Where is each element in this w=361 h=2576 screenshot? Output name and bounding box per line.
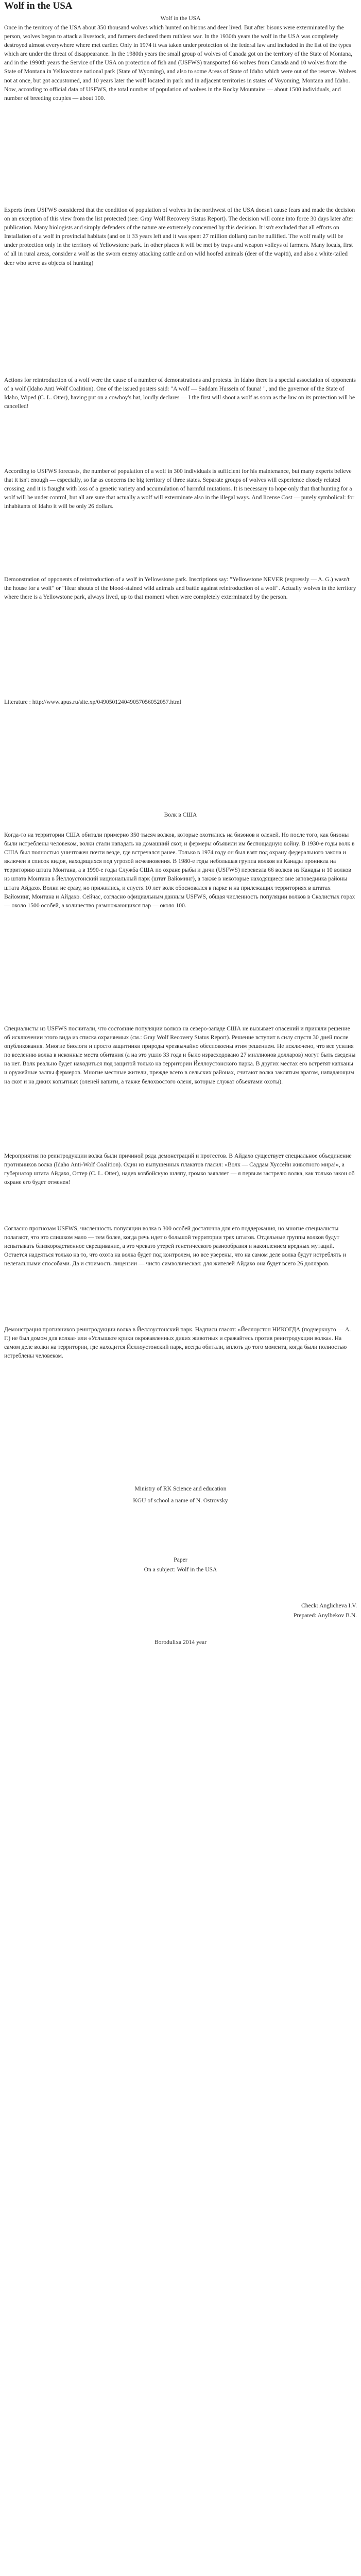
ministry-line: Ministry of RK Science and education	[134, 1485, 227, 1492]
russian-heading: Волк в США	[164, 811, 197, 818]
russian-paragraph-2: Специалисты из USFWS посчитали, что состояние популяции волков на северо-западе США не вызывает опасений и приняли решение об исключении этого вида из списка охраняемых (см.: Gray Wolf Recovery Status Report). Решение вступит в силу спустя 30 дней после опубликования. Многие биологи и просто защитники природы чрезвычайно обеспокоены этим решением. Не исключено, что все усилия по вселению волка в исконные места обитания (а на это ушло 33 года и было израсходовано 27 миллионов долларов) могут быть сведены на нет. Волк реально будет находиться под защитой только на территории Йеллоустонского парка. В других местах его встретят капканы и оружейные залпы фермеров. Многие местные жители, прежде всего в сельских районах, считают волка заклятым врагом, нападающим на скот и на диких копытных (оленей вапити, а также белохвостого оленя, которые служат объектами охоты).	[4, 1025, 356, 1085]
english-paragraph-2: Experts from USFWS considered that the condition of population of wolves in the northwest of the USA doesn't cause fears and made the decision on an exception of this view from the list protected (see: Gray Wolf Recovery Status Report). The decision will come into force 30 days later after publication. Many biologists and simply defenders of the nature are extremely concerned by this decision. It isn't excluded that all efforts on Installation of a wolf in provincial habitats (and on it 33 years left and it was spent 27 million dollars) can be nullified. The wolf really will be under protection only in the territory of Yellowstone park. In other places it will be met by traps and weapon volleys of farmers. Many locals, first of all in rural areas, consider a wolf as the sworn enemy attacking cattle and on wild hoofed animals (deer of the wapiti), and also a white-tailed deer who serve as objects of hunting)	[4, 207, 355, 266]
city-year: Borodulixa 2014 year	[154, 1639, 207, 1646]
page-title: Wolf in the USA	[4, 1, 73, 11]
paper-label: Paper	[174, 1556, 187, 1563]
university-line: KGU of school a name of N. Ostrovsky	[133, 1497, 228, 1504]
checked-by: Check: Anglicheva I.V.	[301, 1602, 357, 1609]
russian-paragraph-1: Когда-то на территории США обитали примерно 350 тысяч волков, которые охотились на бизонов и оленей. Но после того, как бизоны были истреблены человеком, волки стали нападать на домашний скот, и фермеры объявили им беспощадную войну. В 1930-е годы волк в США был полностью уничтожен почти везде, где встречался ранее. Только в 1974 году он был взят под охрану федерального закона и включен в список видов, находящихся под угрозой исчезновения. В 1980-е годы небольшая группа волков из Канады проникла на территорию штата Монтана, а в 1990-е годы Служба США по охране рыбы и дичи (USFWS) перевезла 66 волков из Канады и 10 волков из штата Монтана в Йеллоустонский национальный парк (штат Вайоминг), а также в некоторые находящиеся вне заповедника районы штата Айдахо. Волки не сразу, но прижились, и спустя 10 лет волк обосновался в парке и на прилежащих территориях в штатах Вайоминг, Монтана и Айдахо. Сейчас, согласно официальным данным USFWS, общая численность популяции волков в Скалистых горах — около 1500 особей, а количество размножающихся пар — около 100.	[4, 832, 355, 909]
english-paragraph-5: Demonstration of opponents of reintroduction of a wolf in Yellowstone park. Inscriptions say: "Yellowstone NEVER (expressly — A. G.) wasn't the house for a wolf" or "Hear shouts of the blood-stained wild animals and battle against reintroduction of a wolf". Actually wolves in the territory where there is a Yellowstone park, always lived, up to that moment when were completely exterminated by the person.	[4, 576, 356, 601]
russian-paragraph-5: Демонстрация противников реинтродукции волка в Йеллоустонский парк. Надписи гласят: «Йеллоустон НИКОГДА (подчеркнуто — А. Г.) не был домом для волка» или «Услышьте крики окровавленных диких животных и сражайтесь против реинтродукции волка». На самом деле волки на территории, где находится Йеллоустонский парк, всегда обитали, вплоть до того момента, когда были полностью истреблены человеком.	[4, 1326, 351, 1360]
english-paragraph-1: Once in the territory of the USA about 350 thousand wolves which hunted on bisons and deer lived. But after bisons were exterminated by the person, wolves began to attack a livestock, and farmers declared them ruthless war. In the 1930th years the wolf in the USA was completely destroyed almost everywhere where met earlier. Only in 1974 it was taken under protection of the federal law and included in the list of the types which are under the threat of disappearance. In the 1980th years the small group of wolves of Canada got on the territory of the State of Montana, and in the 1990th years the Service of the USA on protection of fish and (USFWS) transported 66 wolves from Canada and 10 wolves from the State of Montana in Yellowstone national park (State of Wyoming), and also to some Areas of State of Idaho which were out of the reserve. Wolves not at once, but got accustomed, and 10 years later the wolf located in park and in adjacent territories in states of Voyoming, Montana and Idaho. Now, according to official data of USFWS, the total number of population of wolves in the Rocky Mountains — about 1500 individuals, and number of breeding couples — about 100.	[4, 24, 356, 101]
russian-paragraph-3: Мероприятия по реинтродукции волка были причиной ряда демонстраций и протестов. В Айдахо существует специальное объединение противников волка (Idaho Anti-Wolf Coalition). Один из выпущенных плакатов гласил: «Волк — Саддам Хуссейн животного мира!», а губернатор штата Айдахо, Оттер (C. L. Otter), надев ковбойскую шляпу, громко заявляет — я первым застрелю волка, как только закон об охране его будет отменен!	[4, 1153, 355, 1186]
prepared-by: Prepared: Anylbekov B.N.	[293, 1612, 357, 1619]
english-paragraph-3: Actions for reintroduction of a wolf were the cause of a number of demonstrations and protests. In Idaho there is a special association of opponents of a wolf (Idaho Anti Wolf Coalition). One of the issued posters said: "A wolf — Saddam Hussein of fauna! ", and the governor of the State of Idaho, Wiped (C. L. Otter), having put on a cowboy's hat, loudly declares — I the first will shoot a wolf as soon as the law on its protection will be cancelled!	[4, 377, 356, 410]
russian-paragraph-4: Согласно прогнозам USFWS, численность популяции волка в 300 особей достаточна для его поддержания, но многие специалисты полагают, что это слишком мало — тем более, когда речь идет о большой территории трех штатов. Отдельные группы волков будут испытывать близкородственное скрещивание, а это чревато утерей генетического разнообразия и накоплением вредных мутаций. Остается надеяться только на то, что охота на волка будет под контролем, но все уверены, что на самом деле волка будут истреблять и нелегальными способами. Да и стоимость лицензии — чисто символическая: для жителей Айдахо она будет всего 26 долларов.	[4, 1225, 346, 1267]
paper-subject: On a subject: Wolf in the USA	[144, 1566, 217, 1573]
literature-link[interactable]: Literature : http://www.apus.ru/site.xp/049050124049057056052057.html	[4, 699, 181, 705]
english-heading: Wolf in the USA	[160, 15, 201, 22]
english-paragraph-4: According to USFWS forecasts, the number of population of a wolf in 300 individuals is sufficient for his maintenance, but many experts believe that it isn't enough — especially, so far as concerns the big territory of three states. Separate groups of wolves will experience closely related crossing, and it is fraught with loss of a genetic variety and accumulation of harmful mutations. It is necessary to hope only that that hunting for a wolf will be under control, but all are sure that actually a wolf will exterminate also in the illegal ways. And license Cost — purely symbolical: for inhabitants of Idaho it will be only 26 dollars.	[4, 468, 354, 510]
